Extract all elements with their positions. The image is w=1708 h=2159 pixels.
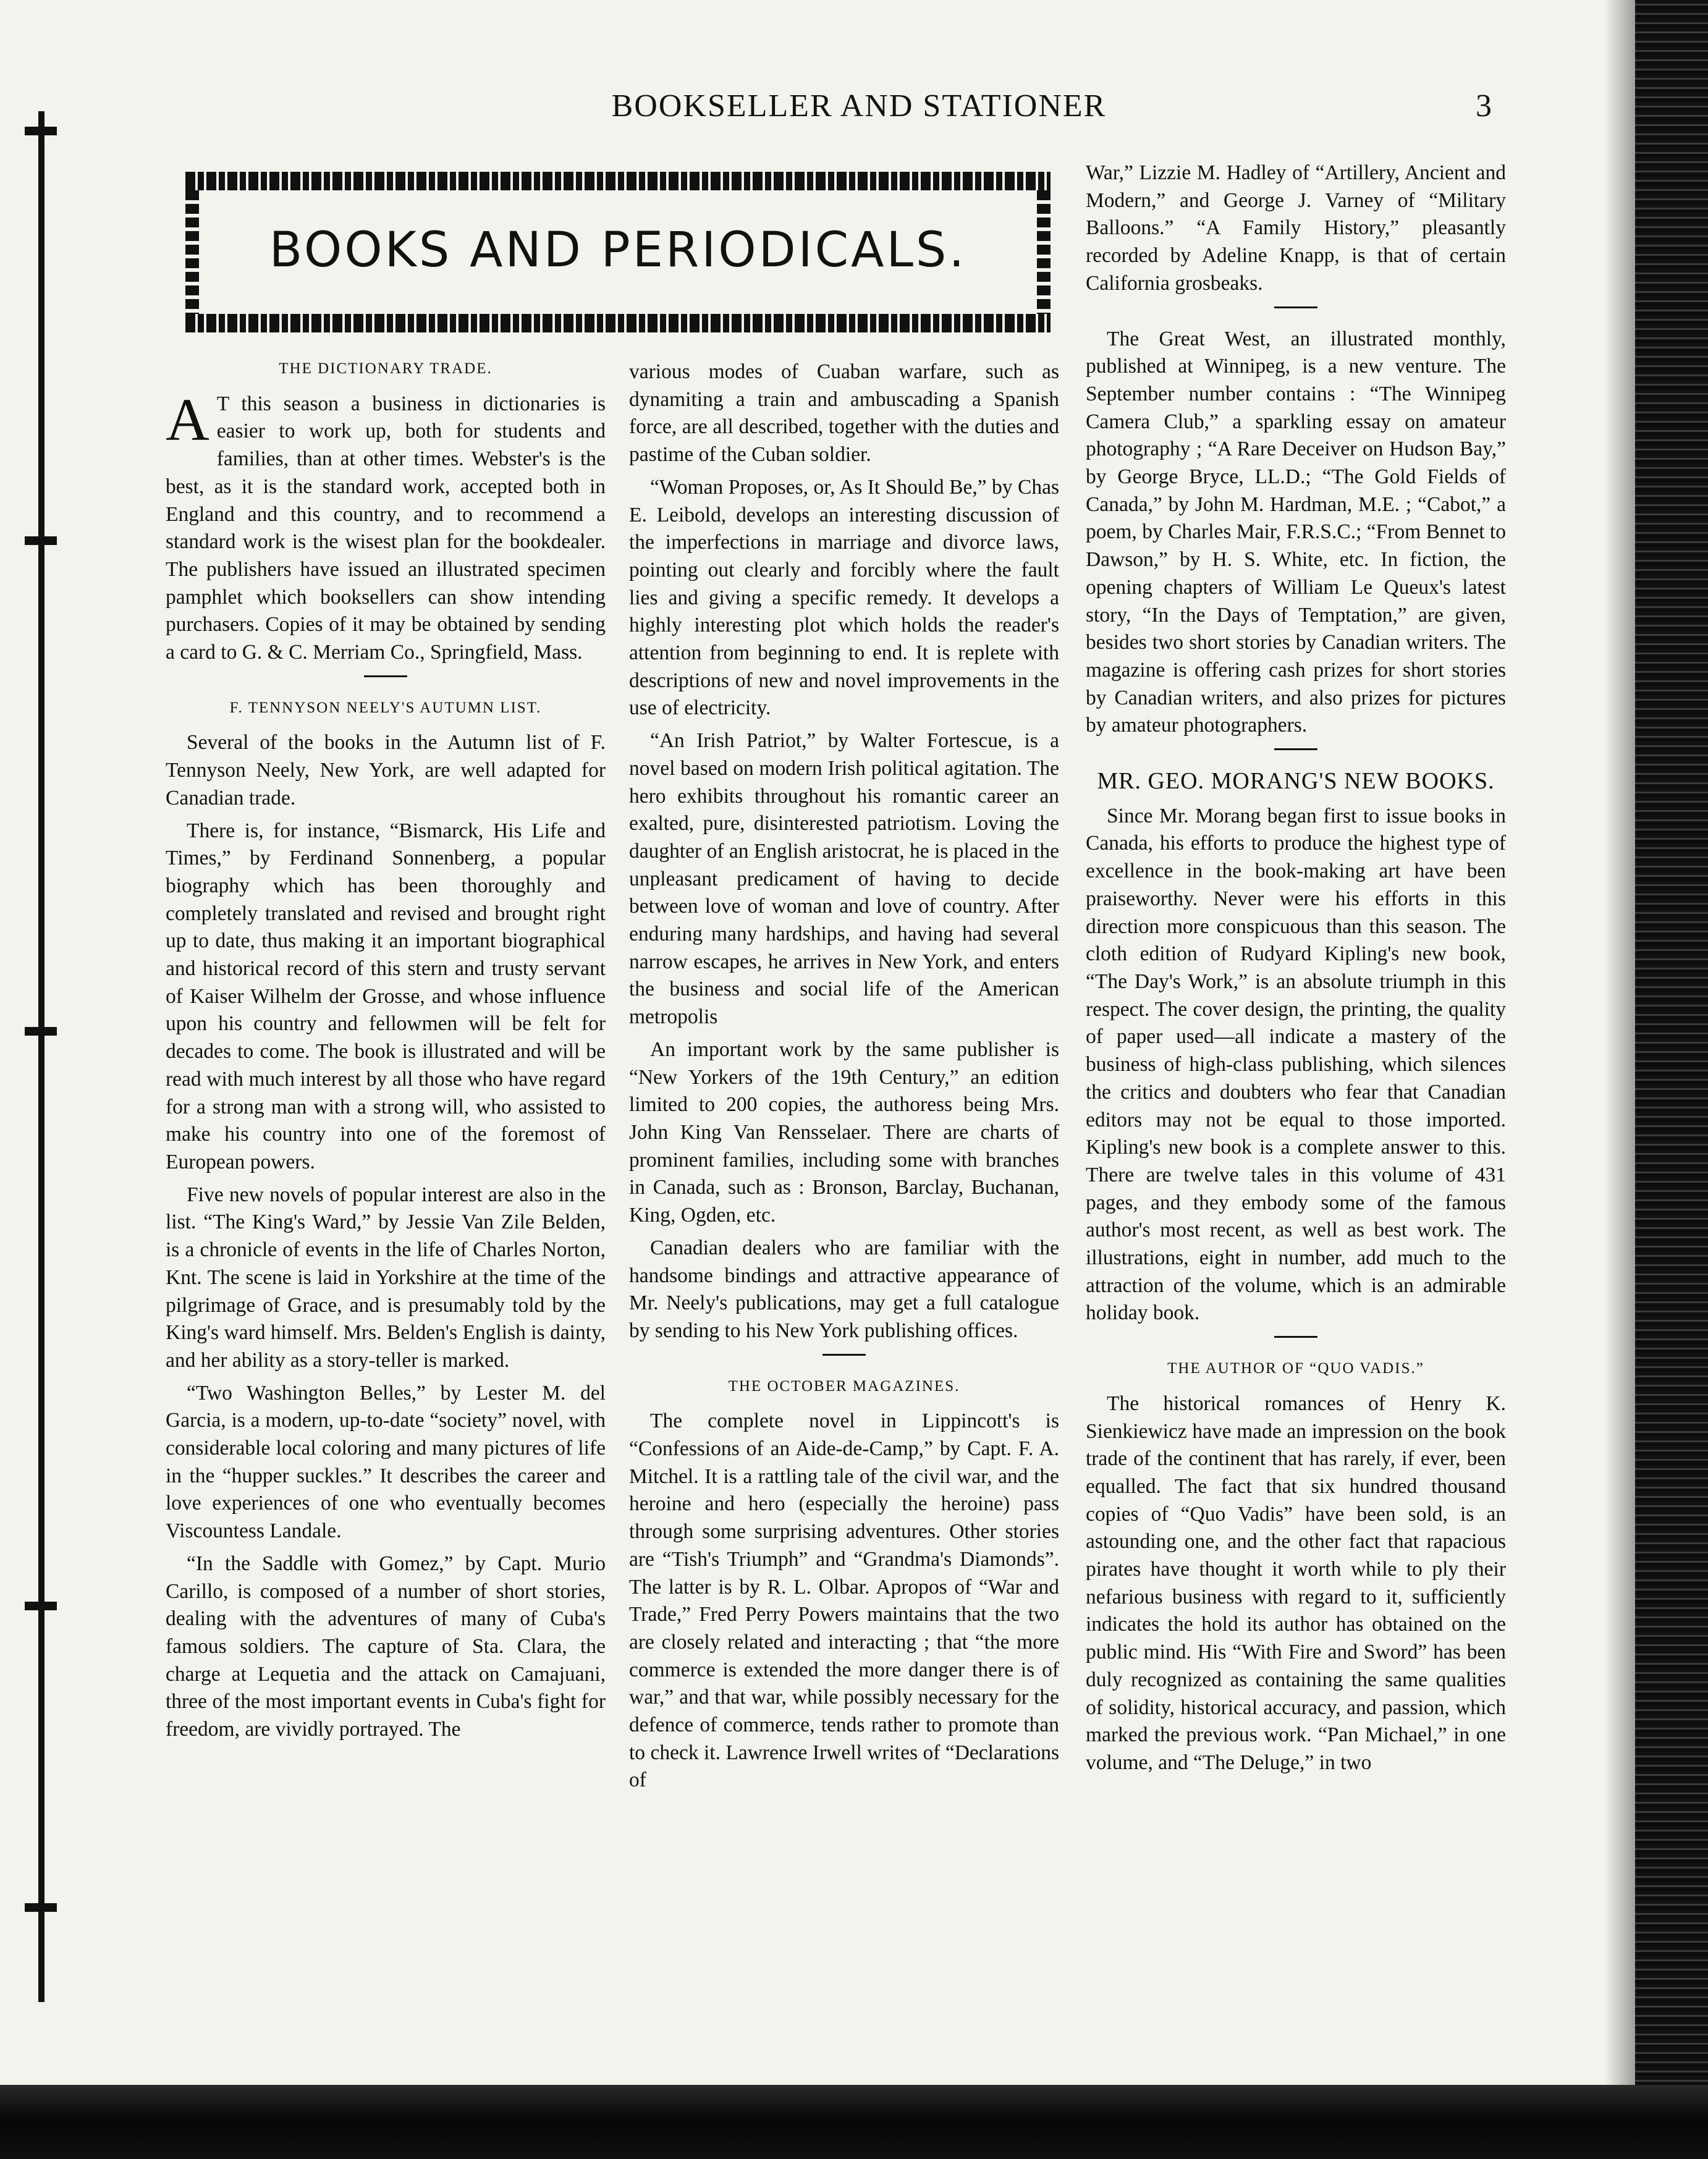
article-title: THE AUTHOR OF “QUO VADIS.” xyxy=(1167,1360,1424,1377)
article-paragraph: Five new novels of popular interest are also in the list. “The King's Ward,” by Jessie Van Zile Belden, is a chronicle of events in the life of Charles Norton, Knt. The scene is laid in Yorkshire at the time of the pilgrimage of Grace, and is presumably told by the King's ward himself. Mrs. Belden's English is dainty, and her ability as a story-teller is marked. xyxy=(166,1183,606,1372)
bottom-edge xyxy=(0,2085,1708,2159)
drop-cap: A xyxy=(166,386,209,454)
article-paragraph: War,” Lizzie M. Hadley of “Artillery, Ancient and Modern,” and George J. Varney of “Military Balloons.” “A Family History,” pleasantly recorded by Adeline Knapp, is that of certain California grosbeaks. xyxy=(1086,161,1506,295)
running-head: BOOKSELLER AND STATIONER xyxy=(611,88,1107,124)
article-paragraph: “In the Saddle with Gomez,” by Capt. Murio Carillo, is composed of a number of short stories, dealing with the adventures of many of Cuba's famous soldiers. The capture of Sta. Clara, the charge at Lequetia and the attack on Camajuani, three of the most important events in Cuba's fight for freedom, are vividly portrayed. The xyxy=(166,1552,606,1741)
article-paragraph: The Great West, an illustrated monthly, published at Winnipeg, is a new venture. The September number contains : “The Winnipeg Camera Club,” a sparkling essay on amateur photography ; “A Rare Deceiver on Hudson Bay,” by George Bryce, LL.D.; “The Gold Fields of Canada,” by John M. Hardman, M.E. ; “Cabot,” a poem, by Charles Mair, F.R.S.C.; “From Bennet to Dawson,” by H. S. White, etc. In fiction, the opening chapters of William Le Queux's latest story, “In the Days of Temptation,” are given, besides two short stories by Canadian writers. The magazine is offering cash prizes for short stories by Canadian writers, and also prizes for pictures by amateur photographers. xyxy=(1086,327,1506,737)
article-paragraph: The historical romances of Henry K. Sienkiewicz have made an impression on the book trade of the continent that has rarely, if ever, been equalled. The fact that six hundred thousand copies of “Quo Vadis” have been sold, is an astounding one, and the other fact that rapacious pirates have thought it worth while to ply their nefarious business with regard to it, sufficiently indicates the hold its author has obtained on the public mind. His “With Fire and Sword” has been duly recognized as containing the same qualities of solidity, historical accuracy, and passion, which marked the previous work. “Pan Michael,” in one volume, and “The Deluge,” in two xyxy=(1086,1392,1506,1774)
ornamental-border-bottom xyxy=(185,314,1051,332)
page-number: 3 xyxy=(1476,88,1492,124)
binding-ornament xyxy=(25,127,57,135)
article-paragraph: various modes of Cuaban warfare, such as dynamiting a train and ambuscading a Spanish force, are all described, together with the duties and pastime of the Cuban soldier. xyxy=(629,360,1059,467)
article-paragraph: There is, for instance, “Bismarck, His Life and Times,” by Ferdinand Sonnenberg, a popular biography which has been thoroughly and completely translated and revised and brought right up to date, thus making it an important biographical and historical record of this stern and trusty servant of Kaiser Wilhelm der Grosse, and whose influence upon his country and fellowmen will be felt for decades to come. The book is illustrated and will be read with much interest by all those who have regard for a strong man with a strong will, who assisted to make his country into one of the foremost of European powers. xyxy=(166,819,606,1173)
section-separator xyxy=(1274,1336,1317,1338)
page-shadow xyxy=(1604,0,1635,2159)
section-separator xyxy=(1274,306,1317,308)
article-title: THE DICTIONARY TRADE. xyxy=(279,360,493,377)
article-paragraph: Canadian dealers who are familiar with the handsome bindings and attractive appearance of Mr. Neely's publications, may get a full catalogue by sending to his New York publishing offices. xyxy=(629,1236,1059,1342)
section-separator xyxy=(364,675,407,677)
article-title: THE OCTOBER MAGAZINES. xyxy=(728,1377,960,1395)
column-2 xyxy=(629,358,1059,1794)
section-separator xyxy=(822,1354,866,1356)
column-1 xyxy=(166,355,606,1744)
article-paragraph: “An Irish Patriot,” by Walter Fortescue, is a novel based on modern Irish political agitation. The hero exhibits throughout his romantic career an exalted, pure, disinterested patriotism. Loving the daughter of an English aristocrat, he is placed in the unpleasant predicament of having to decide between love of woman and love of country. After enduring many hardships, and having had several narrow escapes, he arrives in New York, and enters the business and social life of the American metropolis xyxy=(629,729,1059,1029)
binding-ornament xyxy=(25,1027,57,1036)
article-paragraph: An important work by the same publisher is “New Yorkers of the 19th Century,” an edition limited to 200 copies, the authoress being Mrs. John King Van Rensselaer. There are charts of prominent families, including some with branches in Canada, such as : Bronson, Barclay, Buchanan, King, Ogden, etc. xyxy=(629,1037,1059,1227)
binding-ornament xyxy=(25,1903,57,1912)
binding-edge-left xyxy=(38,111,44,2002)
article-paragraph: “Two Washington Belles,” by Lester M. del Garcia, is a modern, up-to-date “society” novel, with considerable local coloring and many pictures of life in the “hupper suckles.” It describes the career and love experiences of one who eventually becomes Viscountess Landale. xyxy=(166,1381,606,1543)
article-paragraph: “Woman Proposes, or, As It Should Be,” by Chas E. Leibold, develops an interesting discussion of the imperfections in marriage and divorce laws, pointing out clearly and forcibly where the fault lies and giving a specific remedy. It develops a highly interesting plot which holds the reader's attention from beginning to end. It is replete with descriptions of new and novel improvements in the use of electricity. xyxy=(629,475,1059,720)
section-separator xyxy=(1274,748,1317,750)
section-banner xyxy=(185,172,1051,332)
banner-title: BOOKS AND PERIODICALS. xyxy=(269,222,967,278)
article-paragraph xyxy=(166,386,606,667)
column-3 xyxy=(1086,159,1506,1777)
ornamental-border-top xyxy=(185,172,1051,190)
article-title: F. TENNYSON NEELY'S AUTUMN LIST. xyxy=(229,699,542,716)
article-title: MR. GEO. MORANG'S NEW BOOKS. xyxy=(1097,768,1495,795)
article-paragraph: Several of the books in the Autumn list of F. Tennyson Neely, New York, are well adapted for Canadian trade. xyxy=(166,731,606,809)
binding-ornament xyxy=(25,536,57,545)
article-paragraph: The complete novel in Lippincott's is “Confessions of an Aide-de-Camp,” by Capt. F. A. Mitchel. It is a rattling tale of the civil war, and the heroine and hero (especially the heroine) pass through some surprising adventures. Other stories are “Tish's Triumph” and “Grandma's Diamonds”. The latter is by R. L. Olbar. Apropos of “War and Trade,” Fred Perry Powers maintains that the two are closely related and interacting ; that “the more commerce is extended the more danger there is of war,” and that war, while possibly necessary for the defence of commerce, tends rather to promote than to check it. Lawrence Irwell writes of “Declarations of xyxy=(629,1409,1059,1792)
binding-edge-right xyxy=(1635,0,1708,2159)
paragraph-text: T this season a business in dictionaries is easier to work up, both for students and families, than at other times. Webster's is the best, as it is the standard work, accepted both in England and this country, and to recommend a standard work is the wisest plan for the bookdealer. The publishers have issued an illustrated specimen pamphlet which booksellers can show intending purchasers. Copies of it may be obtained by sending a card to G. & C. Merriam Co., Springfield, Mass. xyxy=(166,392,606,664)
article-paragraph: Since Mr. Morang began first to issue books in Canada, his efforts to produce the highest type of excellence in the book-making art have been praiseworthy. Never were his efforts in this direction more conspicuous than this season. The cloth edition of Rudyard Kipling's new book, “The Day's Work,” is an absolute triumph in this respect. The cover design, the printing, the quality of paper used—all indicate a mastery of the business of high-class publishing, which silences the critics and doubters who fear that Canadian editors may not be equal to those imported. Kipling's new book is a complete answer to this. There are twelve tales in this volume of 431 pages, and they embody some of the famous author's most recent, as well as best work. The illustrations, eight in number, add much to the attraction of the volume, which is an admirable holiday book. xyxy=(1086,804,1506,1325)
binding-ornament xyxy=(25,1602,57,1610)
